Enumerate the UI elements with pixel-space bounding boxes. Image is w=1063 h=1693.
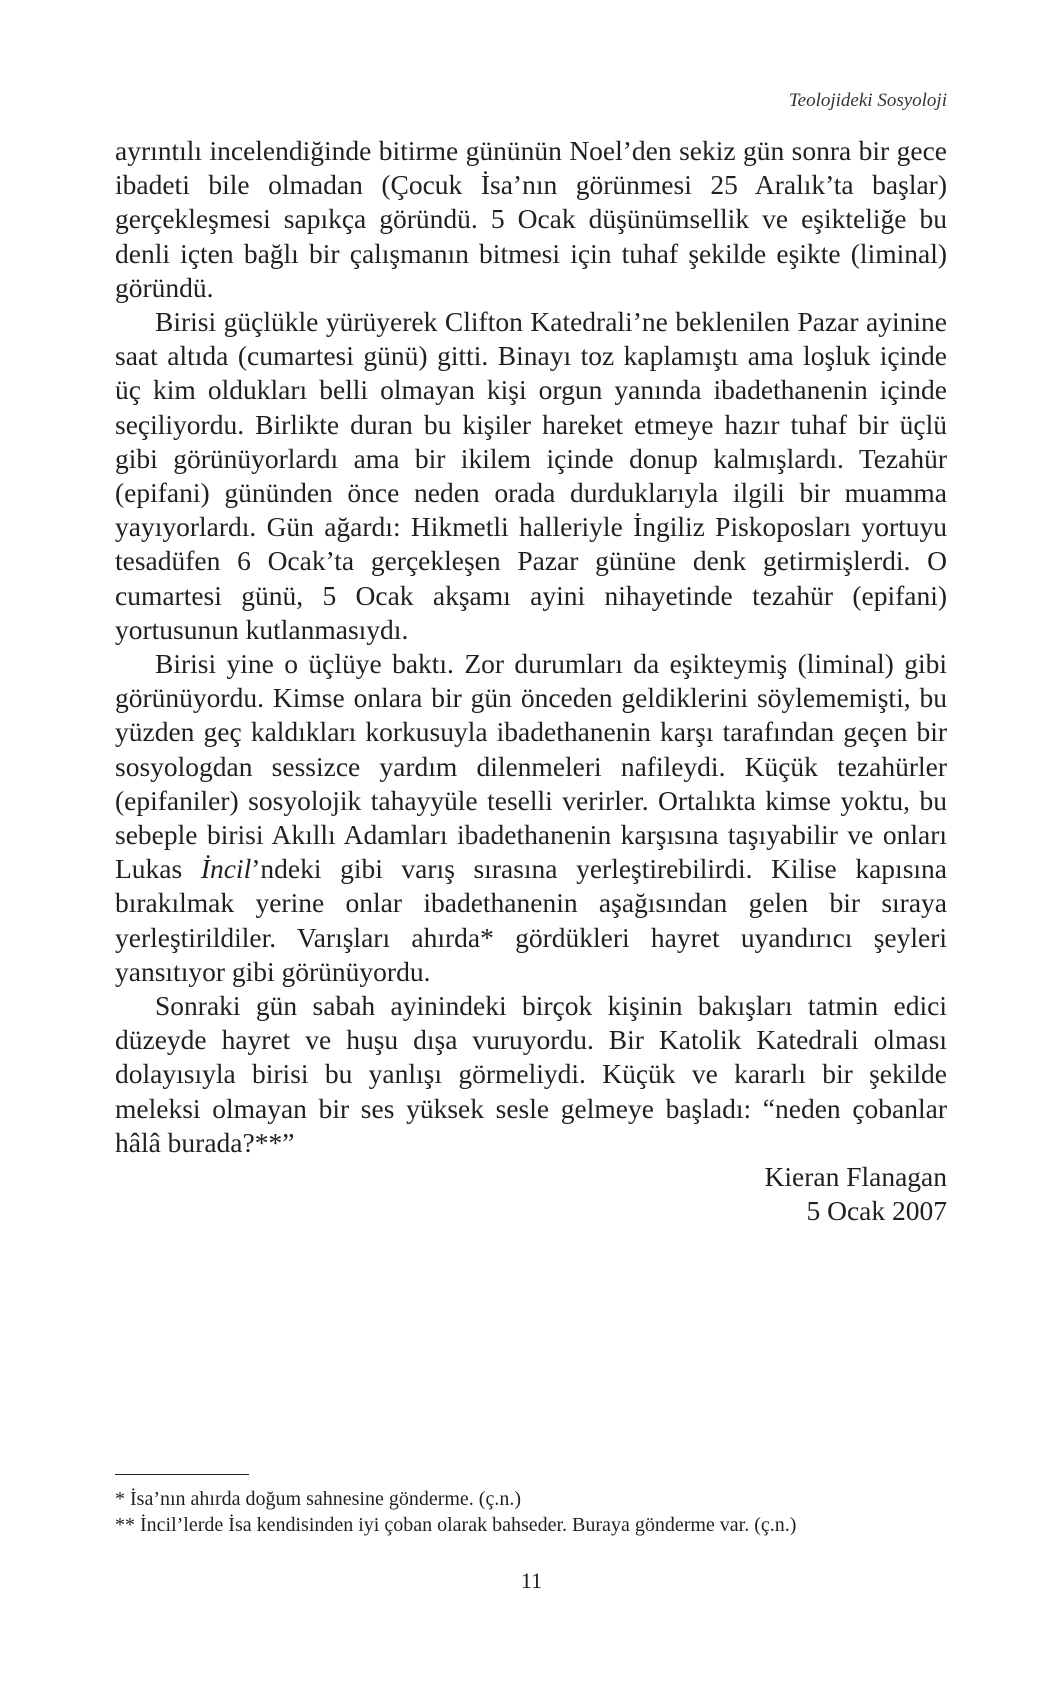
signature [115, 1160, 947, 1228]
footnote-2: ** İncil’lerde İsa kendisinden iyi çoban olarak bahseder. Buraya gönderme var. (ç.n.) [115, 1514, 797, 1536]
paragraph-1: ayrıntılı incelendiğinde bitirme gününün Noel’den sekiz gün sonra bir gece ibadeti bile olmadan (Çocuk İsa’nın görünmesi 25 Aralık’ta başlar) gerçekleşmesi sapıkça göründü. 5 Ocak düşünümsellik ve eşikteliğe bu denli içten bağlı bir çalışmanın bitmesi için tuhaf şekilde eşikte (liminal) göründü. [115, 135, 947, 303]
paragraph-3-part-1: Birisi yine o üçlüye baktı. Zor durumları da eşikteymiş (liminal) gibi görünüyordu. Kimse onlara bir gün önceden geldiklerini söylememişti, bu yüzden geç kaldıkları korkusuyla ibadethanenin karşı tarafından geçen bir sosyologdan sessizce yardım dilenmeleri nafileydi. Küçük tezahürler (epifaniler) sosyolojik tahayyüle teselli verirler. Ortalıkta kimse yoktu, bu sebeple birisi Akıllı Adamları ibadethanenin karşısına taşıyabilir ve onları Lukas [115, 648, 947, 885]
paragraph-2: Birisi güçlükle yürüyerek Clifton Katedrali’ne beklenilen Pazar ayinine saat altıda (cumartesi günü) gitti. Binayı toz kaplamıştı ama loşluk içinde üç kim oldukları belli olmayan kişi orgun yanında ibadethanenin içinde seçiliyordu. Birlikte duran bu kişiler hareket etmeye hazır tuhaf bir üçlü gibi görünüyorlardı ama bir ikilem içinde donup kalmışlardı. Tezahür (epifani) gününden önce neden orada durduklarıyla ilgili bir muamma yayıyorlardı. Gün ağardı: Hikmetli halleriyle İngiliz Piskoposları yortuyu tesadüfen 6 Ocak’ta gerçekleşen Pazar gününe denk getirmişlerdi. O cumartesi günü, 5 Ocak akşamı ayini nihayetinde tezahür (epifani) yortusunun kutlanmasıydı. [115, 306, 947, 645]
paragraph-4: Sonraki gün sabah ayinindeki birçok kişinin bakışları tatmin edici düzeyde hayret ve huşu dışa vuruyordu. Bir Katolik Katedrali olması dolayısıyla birisi bu yanlışı görmeliydi. Küçük ve kararlı bir şekilde meleksi olmayan bir ses yüksek sesle gelmeye başladı: “neden çobanlar hâlâ burada?**” [115, 990, 947, 1158]
main-text [115, 134, 947, 1229]
incil-italic: İncil [200, 853, 252, 885]
footnote-divider [115, 1474, 249, 1475]
running-header: Teolojideki Sosyoloji [788, 90, 947, 111]
page-number: 11 [520, 1568, 543, 1593]
footnotes [115, 1486, 947, 1538]
signature-author: Kieran Flanagan [764, 1161, 947, 1193]
paragraph-3-part-2: ’ndeki gibi varış sırasına yerleştirebilirdi. Kilise kapısına bırakılmak yerine onlar ibadethanenin aşağısından gelen bir sıraya yerleştirildiler. Varışları ahırda* gördükleri hayret uyandırıcı şeyleri yansıtıyor gibi görünüyordu. [115, 853, 947, 987]
paragraph-3 [115, 647, 947, 989]
signature-date: 5 Ocak 2007 [806, 1195, 947, 1227]
footnote-1: * İsa’nın ahırda doğum sahnesine gönderme. (ç.n.) [115, 1488, 521, 1510]
